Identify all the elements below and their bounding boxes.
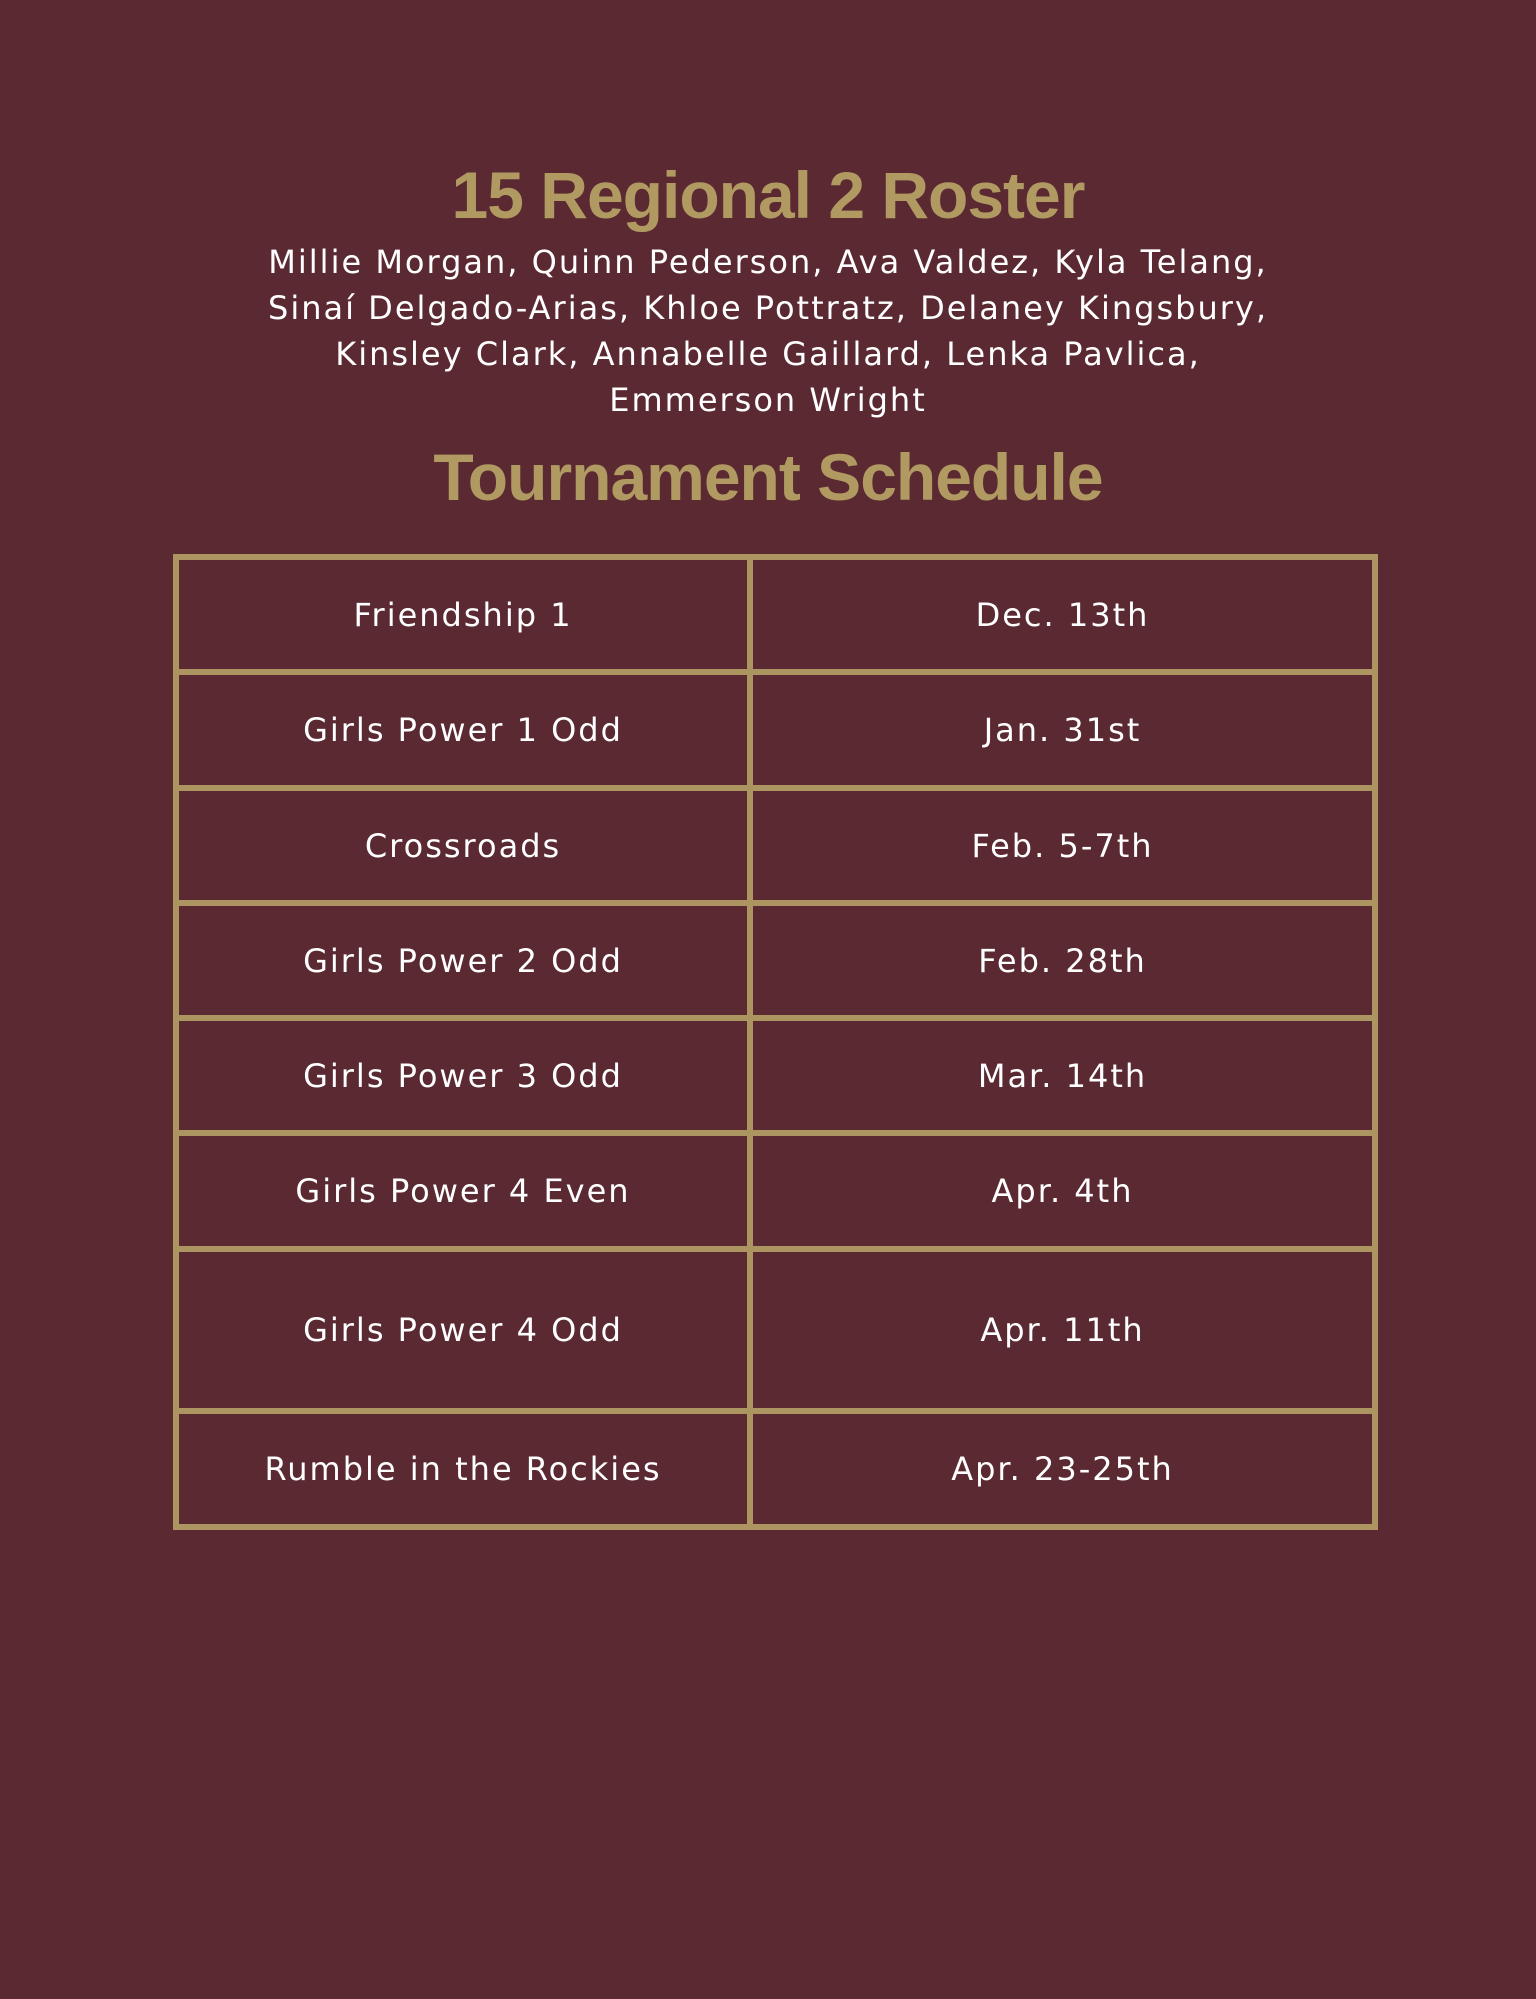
event-cell: Girls Power 4 Even [176, 1133, 750, 1249]
roster-names-line: Sinaí Delgado-Arias, Khloe Pottratz, Delaney Kingsbury, [268, 289, 1268, 327]
date-cell: Feb. 5-7th [750, 788, 1375, 903]
roster-names-line: Kinsley Clark, Annabelle Gaillard, Lenka Pavlica, [335, 335, 1201, 373]
date-cell: Apr. 11th [750, 1249, 1375, 1411]
schedule-title: Tournament Schedule [433, 440, 1103, 514]
date-cell: Dec. 13th [750, 557, 1375, 672]
schedule-table [173, 554, 1378, 1530]
table-row [176, 1411, 1375, 1527]
event-cell: Friendship 1 [176, 557, 750, 672]
table-row [176, 1018, 1375, 1133]
roster-title: 15 Regional 2 Roster [451, 158, 1085, 232]
event-cell: Girls Power 3 Odd [176, 1018, 750, 1133]
event-cell: Girls Power 2 Odd [176, 903, 750, 1018]
event-cell: Girls Power 1 Odd [176, 672, 750, 788]
date-cell: Apr. 4th [750, 1133, 1375, 1249]
date-cell: Apr. 23-25th [750, 1411, 1375, 1527]
date-cell: Mar. 14th [750, 1018, 1375, 1133]
table-row [176, 1249, 1375, 1411]
table-row [176, 903, 1375, 1018]
table-row [176, 557, 1375, 672]
event-cell: Crossroads [176, 788, 750, 903]
table-row [176, 1133, 1375, 1249]
roster-names-line: Emmerson Wright [609, 381, 927, 419]
roster-names [168, 239, 1368, 423]
table-row [176, 788, 1375, 903]
date-cell: Jan. 31st [750, 672, 1375, 788]
table-row [176, 672, 1375, 788]
event-cell: Rumble in the Rockies [176, 1411, 750, 1527]
event-cell: Girls Power 4 Odd [176, 1249, 750, 1411]
roster-names-line: Millie Morgan, Quinn Pederson, Ava Valdez, Kyla Telang, [268, 243, 1268, 281]
date-cell: Feb. 28th [750, 903, 1375, 1018]
